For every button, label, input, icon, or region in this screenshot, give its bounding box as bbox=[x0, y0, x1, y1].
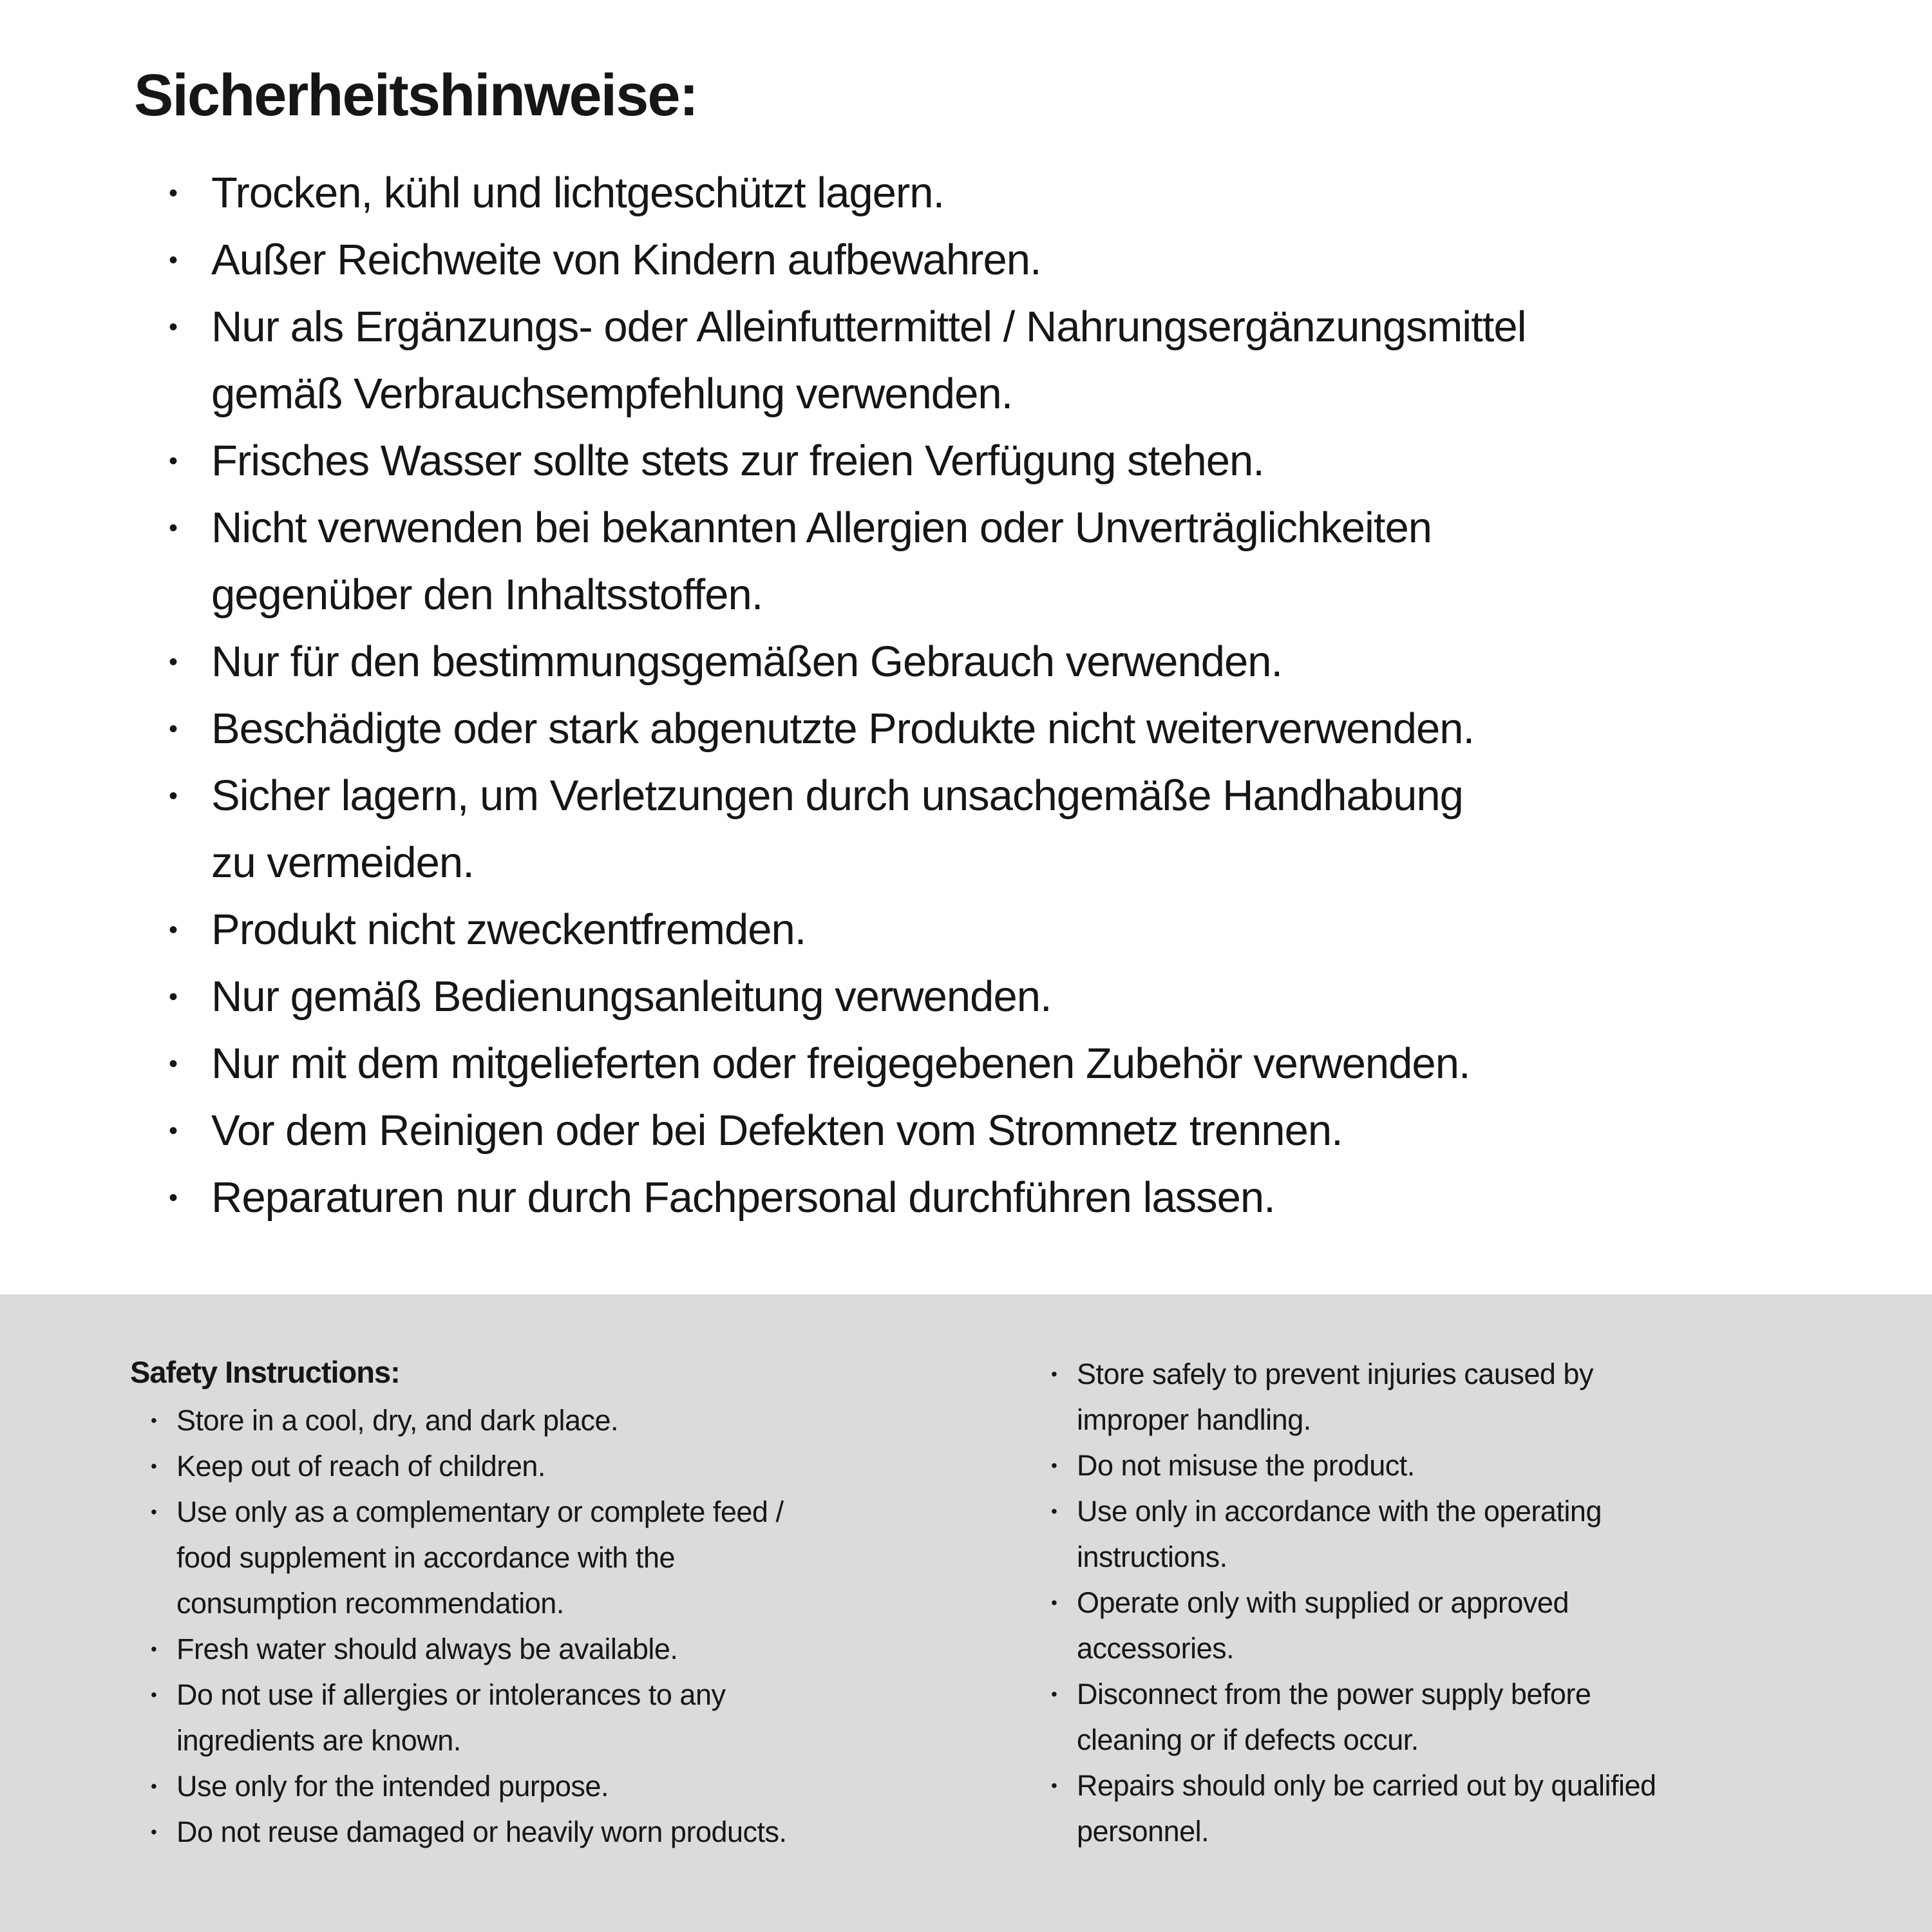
bullet-icon: • bbox=[1051, 1593, 1057, 1613]
bullet-line-text: Sicher lagern, um Verletzungen durch unsachgemäße Handhabung bbox=[211, 772, 1463, 820]
bullet-line-text: Fresh water should always be available. bbox=[176, 1633, 678, 1665]
list-item-line bbox=[1051, 1351, 1868, 1397]
bullet-indent-spacer bbox=[1051, 1397, 1077, 1443]
bullet-icon: • bbox=[1051, 1455, 1057, 1475]
list-item-line bbox=[169, 227, 1861, 294]
bullet-line-text: Außer Reichweite von Kindern aufbewahren. bbox=[211, 236, 1041, 284]
bullet-icon: • bbox=[151, 1456, 157, 1476]
list-item bbox=[169, 963, 1861, 1030]
bullet-line-text: personnel. bbox=[1077, 1815, 1209, 1848]
bullet-line-text: Beschädigte oder stark abgenutzte Produkte nicht weiterverwenden. bbox=[211, 705, 1475, 753]
bullet-icon: • bbox=[169, 447, 178, 475]
bullet-line-text: Do not use if allergies or intolerances to any bbox=[176, 1678, 726, 1711]
list-item bbox=[1051, 1580, 1868, 1671]
bullet-icon: • bbox=[151, 1502, 157, 1522]
english-left-column bbox=[130, 1350, 974, 1932]
bullet-indent-spacer bbox=[1051, 1717, 1077, 1763]
english-bullet-list-left bbox=[151, 1397, 974, 1855]
list-item-line bbox=[169, 562, 1861, 629]
list-item-line bbox=[151, 1580, 974, 1626]
bullet-icon: • bbox=[151, 1822, 157, 1842]
bullet-line-text: improper handling. bbox=[1077, 1403, 1311, 1436]
list-item-line bbox=[1051, 1763, 1868, 1808]
list-item-line bbox=[1051, 1534, 1868, 1580]
bullet-line-text: Nur mit dem mitgelieferten oder freigegebenen Zubehör verwenden. bbox=[211, 1039, 1470, 1088]
english-bullet-list-right bbox=[1051, 1351, 1868, 1854]
bullet-icon: • bbox=[1051, 1776, 1057, 1795]
list-item-line bbox=[1051, 1397, 1868, 1443]
bullet-line-text: Store safely to prevent injuries caused by bbox=[1077, 1358, 1593, 1390]
bullet-line-text: Nur für den bestimmungsgemäßen Gebrauch verwenden. bbox=[211, 638, 1283, 686]
bullet-icon: • bbox=[1051, 1501, 1057, 1521]
bullet-line-text: Vor dem Reinigen oder bei Defekten vom Stromnetz trennen. bbox=[211, 1106, 1343, 1155]
bullet-line-text: gegenüber den Inhaltsstoffen. bbox=[211, 571, 763, 619]
bullet-icon: • bbox=[169, 916, 178, 944]
list-item bbox=[1051, 1763, 1868, 1854]
bullet-indent-spacer bbox=[1051, 1625, 1077, 1671]
list-item-line bbox=[1051, 1443, 1868, 1488]
list-item bbox=[169, 160, 1861, 227]
list-item-line bbox=[169, 896, 1861, 963]
bullet-line-text: Store in a cool, dry, and dark place. bbox=[176, 1404, 619, 1437]
list-item-line bbox=[169, 495, 1861, 562]
list-item-line bbox=[151, 1397, 974, 1443]
bullet-indent-spacer bbox=[169, 562, 211, 629]
list-item bbox=[151, 1809, 974, 1855]
list-item-line bbox=[1051, 1625, 1868, 1671]
bullet-icon: • bbox=[1051, 1364, 1057, 1384]
bullet-icon: • bbox=[169, 1184, 178, 1212]
bullet-icon: • bbox=[169, 715, 178, 743]
bullet-indent-spacer bbox=[151, 1580, 176, 1626]
list-item bbox=[169, 696, 1861, 762]
bullet-line-text: Produkt nicht zweckentfremden. bbox=[211, 905, 806, 954]
bullet-line-text: Nur gemäß Bedienungsanleitung verwenden. bbox=[211, 972, 1052, 1021]
list-item bbox=[169, 1097, 1861, 1164]
bullet-line-text: Keep out of reach of children. bbox=[176, 1450, 545, 1482]
list-item-line bbox=[1051, 1580, 1868, 1625]
bullet-icon: • bbox=[151, 1776, 157, 1796]
bullet-line-text: Nur als Ergänzungs- oder Alleinfuttermittel / Nahrungsergänzungsmittel bbox=[211, 303, 1526, 351]
bullet-icon: • bbox=[169, 1117, 178, 1145]
bullet-line-text: accessories. bbox=[1077, 1632, 1235, 1665]
bullet-icon: • bbox=[1051, 1684, 1057, 1704]
list-item-line bbox=[1051, 1717, 1868, 1763]
list-item-line bbox=[169, 629, 1861, 696]
bullet-indent-spacer bbox=[1051, 1808, 1077, 1854]
bullet-indent-spacer bbox=[169, 829, 211, 896]
bullet-icon: • bbox=[169, 246, 178, 274]
list-item bbox=[169, 227, 1861, 294]
list-item-line bbox=[169, 1097, 1861, 1164]
bullet-icon: • bbox=[151, 1639, 157, 1659]
list-item bbox=[151, 1626, 974, 1672]
bullet-icon: • bbox=[169, 983, 178, 1011]
list-item bbox=[1051, 1443, 1868, 1488]
list-item bbox=[169, 1030, 1861, 1097]
list-item-line bbox=[169, 762, 1861, 829]
list-item bbox=[169, 762, 1861, 896]
bullet-icon: • bbox=[169, 648, 178, 676]
list-item bbox=[151, 1397, 974, 1443]
bullet-line-text: instructions. bbox=[1077, 1540, 1227, 1573]
list-item-line bbox=[151, 1626, 974, 1672]
bullet-icon: • bbox=[169, 514, 178, 542]
list-item bbox=[169, 294, 1861, 428]
list-item bbox=[169, 896, 1861, 963]
bullet-line-text: zu vermeiden. bbox=[211, 838, 474, 887]
list-item-line bbox=[1051, 1488, 1868, 1534]
list-item-line bbox=[169, 428, 1861, 495]
bullet-line-text: Nicht verwenden bei bekannten Allergien oder Unverträglichkeiten bbox=[211, 504, 1432, 552]
list-item bbox=[151, 1763, 974, 1809]
list-item bbox=[169, 629, 1861, 696]
bullet-line-text: cleaning or if defects occur. bbox=[1077, 1723, 1419, 1756]
list-item-line bbox=[151, 1763, 974, 1809]
bullet-line-text: ingredients are known. bbox=[176, 1724, 461, 1757]
bullet-line-text: Do not misuse the product. bbox=[1077, 1449, 1415, 1482]
bullet-indent-spacer bbox=[151, 1535, 176, 1580]
bullet-icon: • bbox=[151, 1685, 157, 1705]
bullet-indent-spacer bbox=[1051, 1534, 1077, 1580]
bullet-line-text: Operate only with supplied or approved bbox=[1077, 1586, 1569, 1619]
bullet-line-text: Trocken, kühl und lichtgeschützt lagern. bbox=[211, 169, 945, 217]
bullet-line-text: Reparaturen nur durch Fachpersonal durchführen lassen. bbox=[211, 1173, 1275, 1222]
list-item-line bbox=[151, 1672, 974, 1718]
bullet-line-text: food supplement in accordance with the bbox=[176, 1541, 675, 1574]
list-item bbox=[151, 1443, 974, 1489]
list-item-line bbox=[169, 1164, 1861, 1231]
list-item-line bbox=[1051, 1671, 1868, 1717]
list-item bbox=[151, 1489, 974, 1626]
bullet-line-text: gemäß Verbrauchsempfehlung verwenden. bbox=[211, 370, 1013, 418]
bullet-indent-spacer bbox=[151, 1718, 176, 1763]
list-item bbox=[1051, 1351, 1868, 1443]
list-item-line bbox=[151, 1489, 974, 1535]
list-item-line bbox=[169, 361, 1861, 428]
german-bullet-list bbox=[169, 160, 1861, 1231]
list-item-line bbox=[169, 1030, 1861, 1097]
list-item-line bbox=[151, 1809, 974, 1855]
list-item-line bbox=[151, 1535, 974, 1580]
bullet-icon: • bbox=[151, 1410, 157, 1430]
bullet-indent-spacer bbox=[169, 361, 211, 428]
list-item-line bbox=[169, 160, 1861, 227]
bullet-icon: • bbox=[169, 179, 178, 207]
list-item bbox=[1051, 1671, 1868, 1763]
list-item bbox=[1051, 1488, 1868, 1580]
list-item-line bbox=[169, 696, 1861, 762]
page-title-german: Sicherheitshinweise: bbox=[134, 62, 698, 128]
list-item-line bbox=[169, 963, 1861, 1030]
bullet-line-text: Use only in accordance with the operating bbox=[1077, 1495, 1602, 1528]
bullet-line-text: Do not reuse damaged or heavily worn products. bbox=[176, 1815, 787, 1848]
list-item bbox=[169, 1164, 1861, 1231]
list-item-line bbox=[151, 1443, 974, 1489]
page-title-english: Safety Instructions: bbox=[130, 1355, 400, 1389]
english-right-column bbox=[1030, 1350, 1868, 1932]
list-item-line bbox=[1051, 1808, 1868, 1854]
english-safety-section bbox=[0, 1294, 1932, 1932]
bullet-line-text: Repairs should only be carried out by qualified bbox=[1077, 1769, 1656, 1802]
list-item bbox=[169, 495, 1861, 629]
list-item-line bbox=[169, 829, 1861, 896]
bullet-icon: • bbox=[169, 782, 178, 810]
bullet-icon: • bbox=[169, 313, 178, 341]
bullet-line-text: consumption recommendation. bbox=[176, 1587, 564, 1620]
bullet-icon: • bbox=[169, 1050, 178, 1078]
list-item bbox=[151, 1672, 974, 1763]
bullet-line-text: Frisches Wasser sollte stets zur freien Verfügung stehen. bbox=[211, 437, 1264, 485]
bullet-line-text: Use only for the intended purpose. bbox=[176, 1770, 609, 1803]
bullet-line-text: Disconnect from the power supply before bbox=[1077, 1678, 1591, 1710]
bullet-line-text: Use only as a complementary or complete feed / bbox=[176, 1495, 784, 1528]
list-item-line bbox=[169, 294, 1861, 361]
list-item-line bbox=[151, 1718, 974, 1763]
list-item bbox=[169, 428, 1861, 495]
